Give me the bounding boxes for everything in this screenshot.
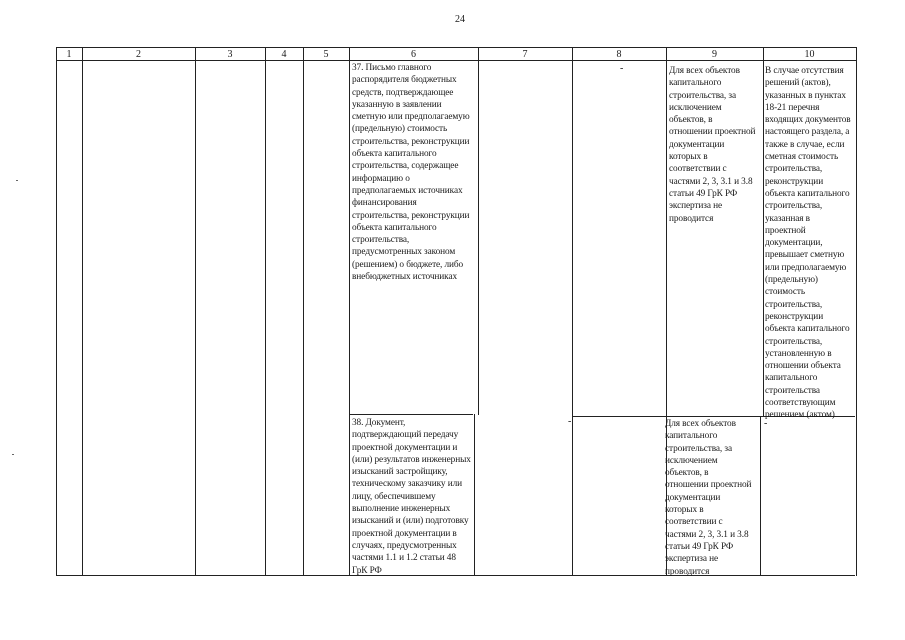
col2-left-border: [82, 47, 83, 576]
col4-left-border: [265, 47, 266, 576]
header-col-6: 6: [411, 49, 416, 60]
col7-left-border-upper: [478, 47, 479, 415]
row38-col10-dash: -: [764, 418, 768, 429]
header-col-10: 10: [804, 49, 815, 60]
row37-applicability-condition: Для всех объектов капитального строительства, за исключением объектов, в отношении проектной документации которых в соответствии с частями 2, 3, 3.1 и 3.8 статьи 49 ГрК РФ экспертиза не проводится: [669, 66, 756, 224]
header-col-8: 8: [616, 49, 622, 60]
row38-applicability-condition: Для всех объектов капитального строительства, за исключением объектов, в отношении проектной документации которых в соответствии с частями 2, 3, 3.1 и 3.8 статьи 49 ГрК РФ экспертиза не проводится: [665, 419, 752, 577]
row38-document-description: 38. Документ, подтверждающий передачу проектной документации и (или) результатов инженерных изысканий застройщику, техническому заказчику или лицу, обеспечившему выполнение инженерных изысканий и (или) подготовку проектной документации в случаях, предусмотренных частями 1.1 и 1.2 статьи 48 ГрК РФ: [352, 418, 471, 576]
col6-left-border: [349, 47, 350, 576]
header-bottom-border: [56, 60, 857, 61]
header-col-1: 1: [66, 49, 72, 60]
scan-speck: [16, 180, 18, 181]
row37-document-description: 37. Письмо главного распорядителя бюджетных средств, подтверждающее указанную в заявлении сметную или предполагаемую (предельную) стоимость строительства, реконструкции объекта капитального строительства, содержащее информацию о предполагаемых источниках финансирования строительства, реконструкции объекта капитального строительства, предусмотренных законом (решением) о бюджете, либо внебюджетных источниках: [352, 63, 470, 283]
col8-left-border: [572, 47, 573, 576]
col5-left-border: [303, 47, 304, 576]
header-col-2: 2: [136, 49, 141, 60]
col3-left-border: [195, 47, 196, 576]
header-col-5: 5: [323, 49, 329, 60]
row37-bottom-left-border: [349, 414, 473, 415]
scan-speck: [12, 454, 14, 455]
header-col-4: 4: [281, 49, 287, 60]
table-top-border: [56, 47, 857, 48]
row37-submission-condition: В случае отсутствия решений (актов), указанных в пунктах 18-21 перечня входящих документов настоящего раздела, а также в случае, если сметная стоимость строительства, реконструкции объекта капитального строительства, указанная в проектной документации, превышает сметную или предполагаемую (предельную) стоимость строительства, реконструкции объекта капитального строительства, установленную в отношении объекта капитального строительства соответствующим решением (актом): [765, 66, 851, 421]
page-number: 24: [455, 14, 465, 25]
row37-col8-dash: -: [620, 63, 624, 74]
col1-left-border: [56, 47, 57, 576]
header-col-9: 9: [712, 49, 717, 60]
header-col-3: 3: [227, 49, 233, 60]
header-col-7: 7: [522, 49, 528, 60]
row38-col7-dash: -: [568, 416, 572, 427]
